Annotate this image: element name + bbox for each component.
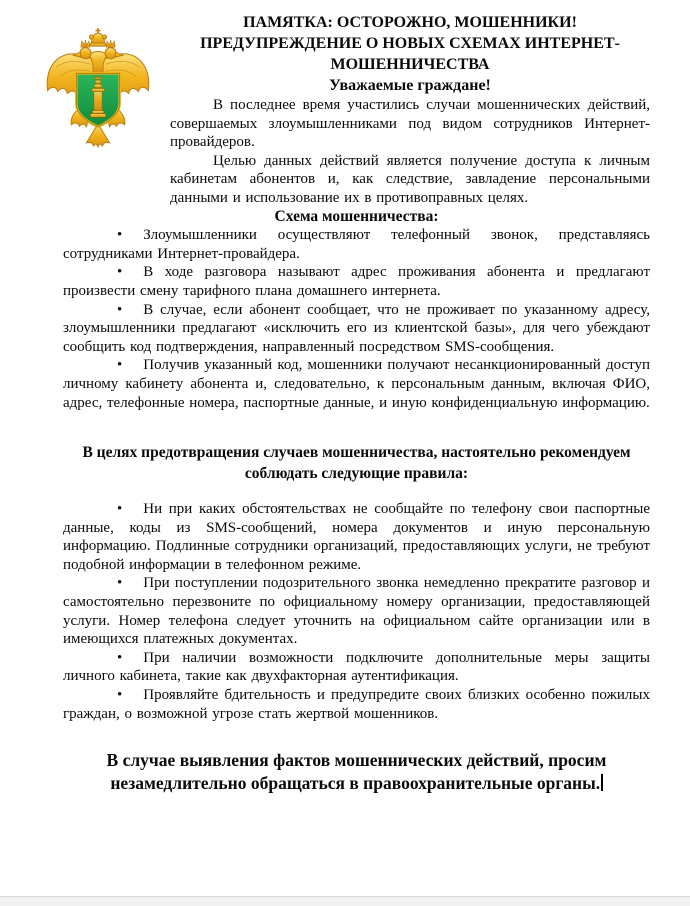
bullet-icon: •: [117, 575, 123, 592]
rules-bullet-3: [63, 649, 650, 686]
intro-paragraph-1: В последнее время участились случаи мошеннических действий, совершаемых злоумышленниками под видом сотрудников Интернет-провайдеров.: [170, 97, 650, 151]
rules-bullet-1-text: Ни при каких обстоятельствах не сообщайте по телефону свои паспортные данные, коды из SMS-сообщений, номера документов и иную персональную информацию. Подлинные сотрудники организаций, предоставляющих услуги, не требуют подобной информации в телефонном режиме.: [63, 501, 650, 573]
bullet-icon: •: [117, 687, 123, 704]
text-cursor: [601, 774, 603, 791]
scheme-bullet-1-text: Злоумышленники осуществляют телефонный звонок, представляясь сотрудниками Интернет-провайдера.: [63, 227, 650, 262]
scheme-bullet-2: [63, 263, 650, 300]
page-bottom-edge: [0, 896, 690, 906]
scheme-bullet-1: [63, 226, 650, 263]
scheme-bullet-4: [63, 356, 650, 412]
document-salutation: Уважаемые граждане!: [329, 77, 491, 94]
lead-block: [170, 12, 650, 208]
scheme-bullet-4-text: Получив указанный код, мошенники получают несанкционированный доступ личному кабинету абонента и, следовательно, к персональным данным, включая ФИО, адрес, телефонные номера, паспортные данные, и иную конфиденциальную информацию.: [63, 357, 650, 411]
rules-bullet-2-text: При поступлении подозрительного звонка немедленно прекратите разговор и самостоятельно перезвоните по официальному номеру организации, предоставляющей услуги. Номер телефона следует уточнить на официальном сайте организации или в имеющихся платежных документах.: [63, 575, 650, 648]
rules-bullet-4-text: Проявляйте бдительность и предупредите своих близких особенно пожилых граждан, о возможной угрозе стать жертвой мошенников.: [63, 687, 650, 722]
document-title-line-2: ПРЕДУПРЕЖДЕНИЕ О НОВЫХ СХЕМАХ ИНТЕРНЕТ-МОШЕННИЧЕСТВА: [200, 35, 620, 73]
bullet-icon: •: [117, 649, 123, 666]
scheme-bullet-3-text: В случае, если абонент сообщает, что не проживает по указанному адресу, злоумышленники предлагают «исключить его из клиентской базы», для чего убеждают сообщить код подтверждения, направленный посредством SMS-сообщения.: [63, 301, 650, 355]
central-crown-icon: [89, 28, 106, 46]
document-title-line-1: ПАМЯТКА: ОСТОРОЖНО, МОШЕННИКИ!: [243, 14, 577, 31]
scheme-bullet-3: [63, 301, 650, 357]
bullet-icon: •: [117, 227, 123, 244]
rules-bullet-4: [63, 686, 650, 723]
rules-bullet-3-text: При наличии возможности подключите дополнительные меры защиты личного кабинета, такие как двухфакторная аутентификация.: [63, 649, 650, 685]
intro-paragraph-2: Целью данных действий является получение доступа к личным кабинетам абонентов и, как следствие, завладение персональными данными и использование их в противоправных целях.: [170, 152, 650, 206]
rules-bullet-1: [63, 500, 650, 574]
emblem-svg: [45, 27, 151, 153]
title-block: [170, 12, 650, 96]
scheme-bullet-2-text: В ходе разговора называют адрес проживания абонента и предлагают произвести смену тарифного плана домашнего интернета.: [63, 264, 650, 299]
footer-warning-text: В случае выявления фактов мошеннических действий, просим незамедлительно обращаться в правоохранительные органы.: [106, 750, 607, 794]
bullet-icon: •: [117, 357, 123, 374]
rules-bullet-2: [63, 574, 650, 648]
bullet-icon: •: [117, 501, 123, 518]
bullet-icon: •: [117, 264, 123, 281]
rules-heading: В целях предотвращения случаев мошенничества, настоятельно рекомендуем соблюдать следующие правила:: [82, 444, 631, 483]
footer-warning: [63, 749, 650, 795]
prosecutor-emblem: [45, 27, 151, 153]
scheme-heading: Схема мошенничества:: [274, 207, 439, 225]
bullet-icon: •: [117, 301, 123, 318]
